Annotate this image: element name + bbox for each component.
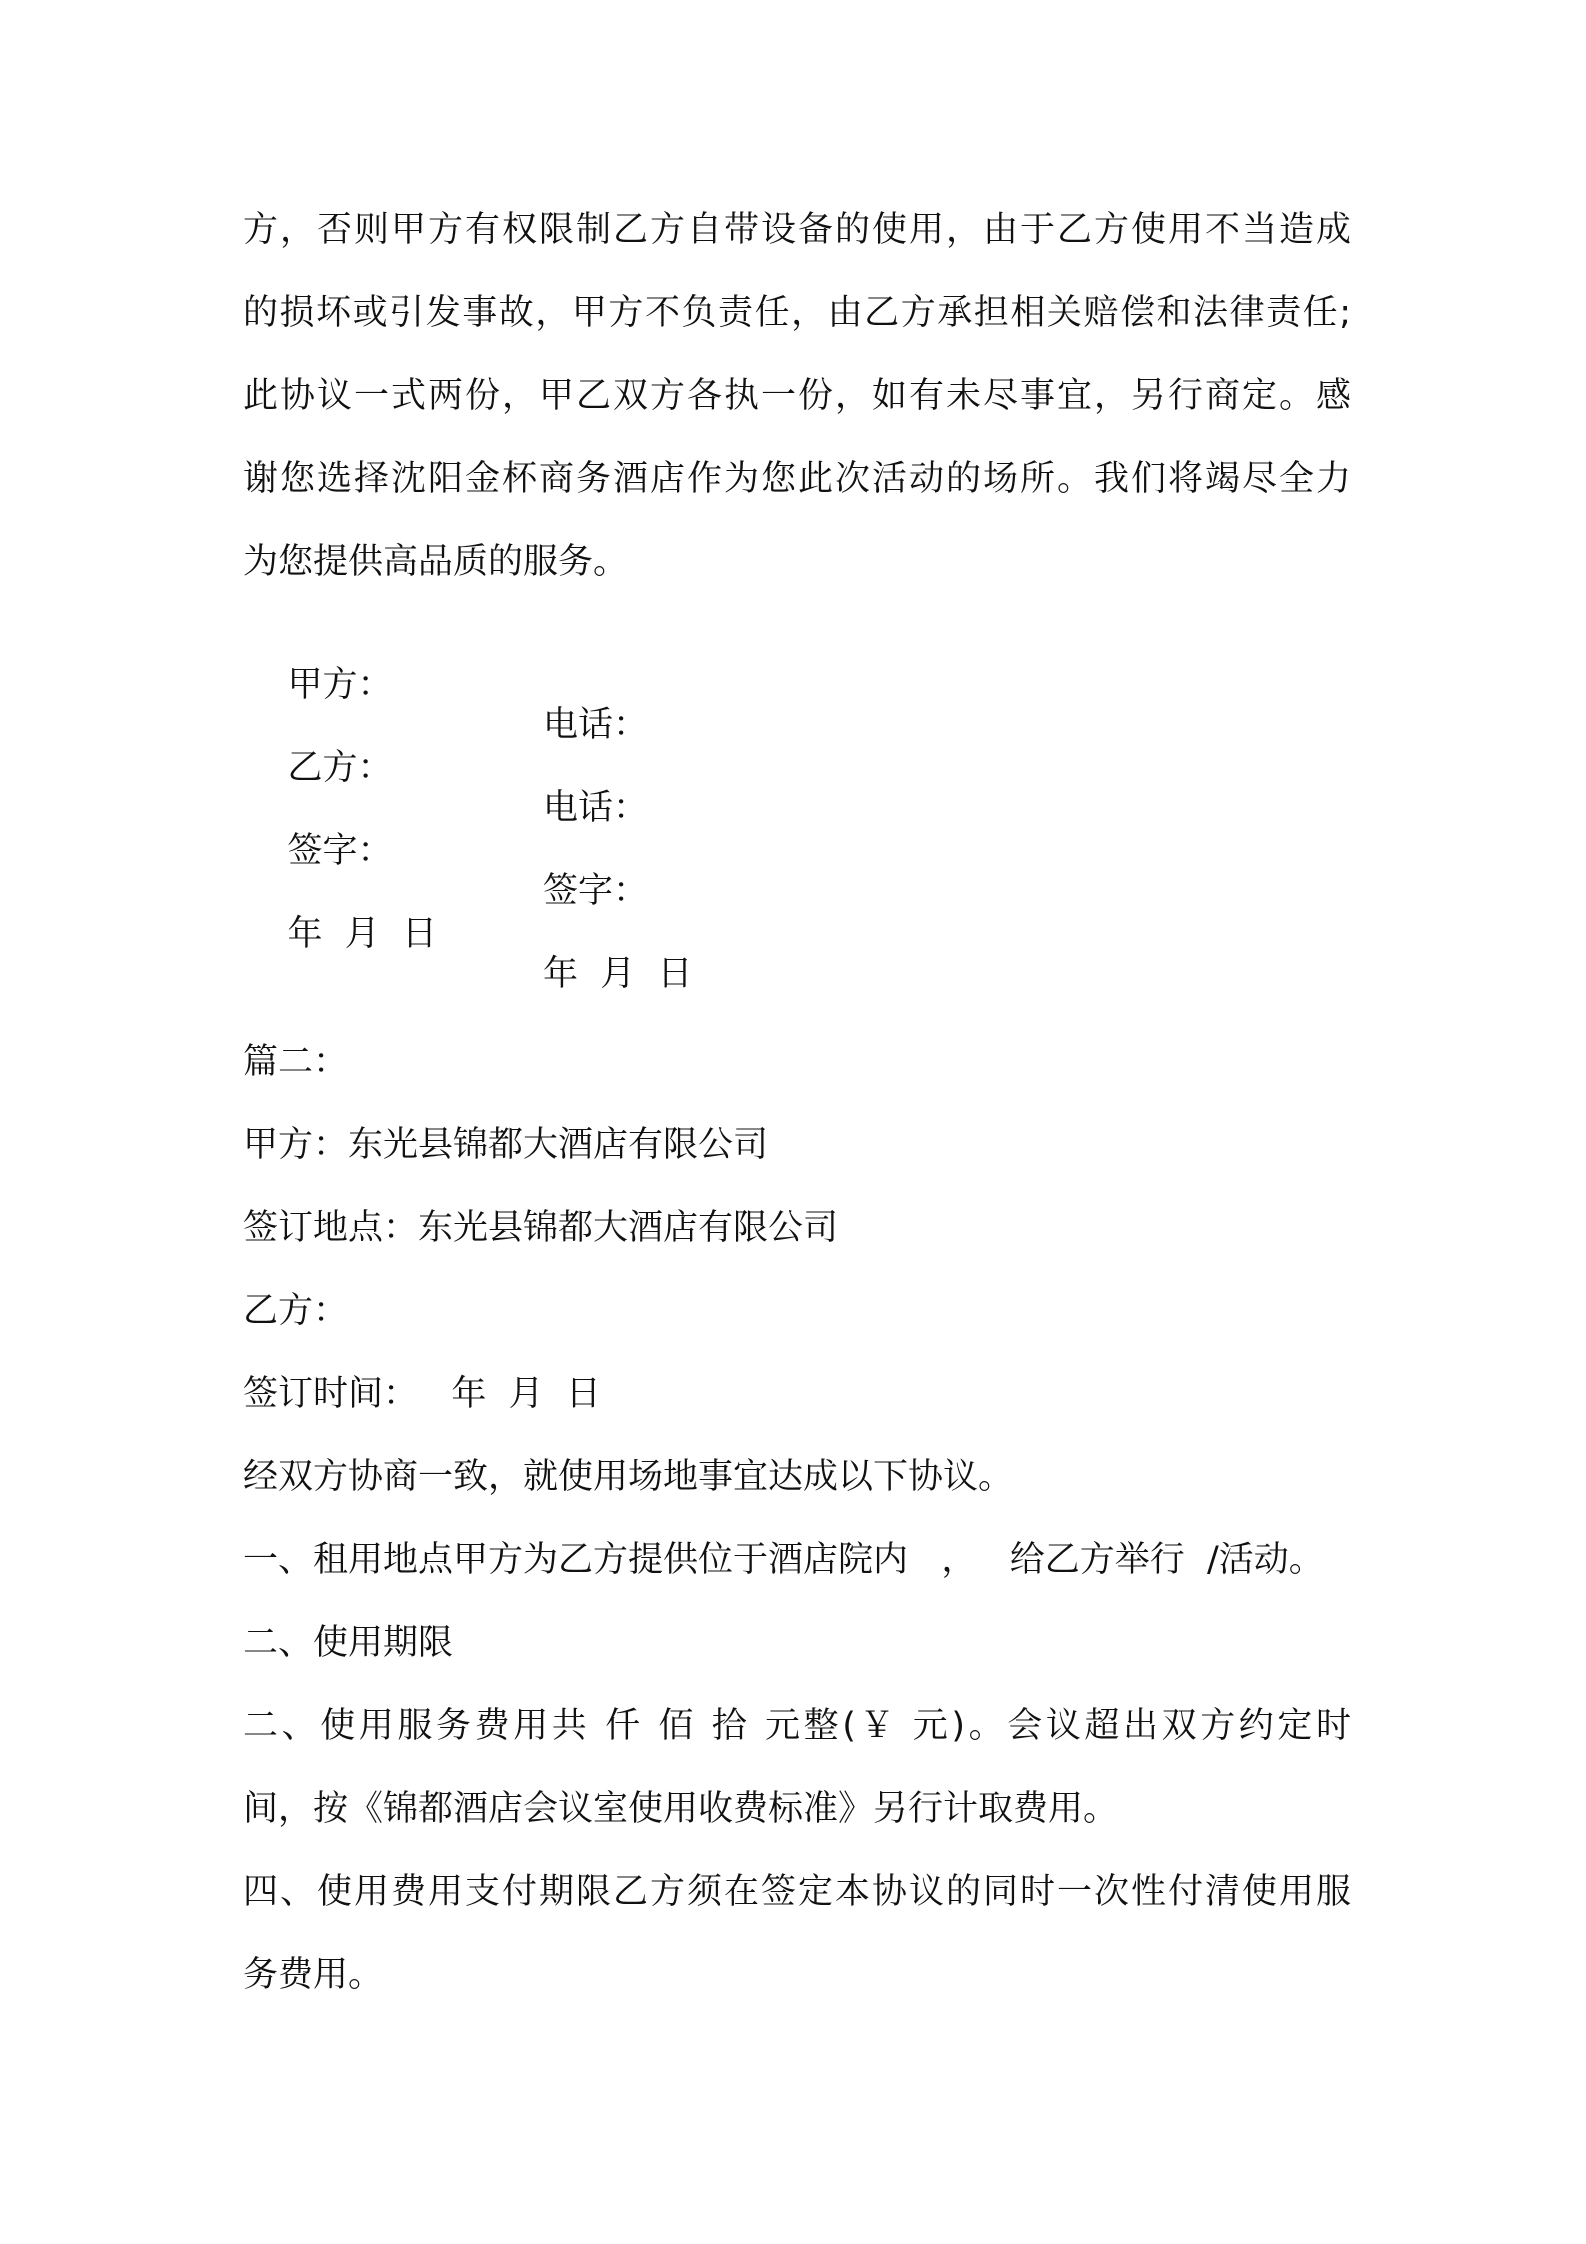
clause-3-line: 二、使用服务费用共 仟 佰 拾 元整(￥ 元)。会议超出双方约定时 xyxy=(243,1706,1351,1746)
party-b-label: 乙方： xyxy=(287,748,393,788)
signature-label: 签字： xyxy=(543,871,649,911)
signature-row xyxy=(243,708,649,828)
paragraph-line: 此协议一式两份，甲乙双方各执一份，如有未尽事宜，另行商定。感 xyxy=(243,376,1351,416)
clause-4-line: 务费用。 xyxy=(243,1955,384,1995)
phone-label: 电话： xyxy=(543,705,649,745)
party-a-label: 甲方： xyxy=(287,665,393,705)
signature-row xyxy=(243,625,649,745)
paragraph-line: 为您提供高品质的服务。 xyxy=(243,542,629,582)
clause-4-line: 四、使用费用支付期限乙方须在签定本协议的同时一次性付清使用服 xyxy=(243,1872,1351,1912)
phone-label: 电话： xyxy=(543,788,649,828)
section-heading: 篇二： xyxy=(243,1042,349,1082)
date-label: 年 月 日 xyxy=(543,954,693,994)
date-label: 年 月 日 xyxy=(287,914,438,954)
paragraph-line: 谢您选择沈阳金杯商务酒店作为您此次活动的场所。我们将竭尽全力 xyxy=(243,459,1351,499)
sign-place-line: 签订地点：东光县锦都大酒店有限公司 xyxy=(243,1208,839,1248)
party-a-line: 甲方：东光县锦都大酒店有限公司 xyxy=(243,1125,769,1165)
signature-label: 签字： xyxy=(287,831,393,871)
party-b-line: 乙方： xyxy=(243,1291,349,1331)
intro-line: 经双方协商一致，就使用场地事宜达成以下协议。 xyxy=(243,1457,1014,1497)
paragraph-line: 方，否则甲方有权限制乙方自带设备的使用，由于乙方使用不当造成 xyxy=(243,210,1351,250)
sign-time-line: 签订时间： 年 月 日 xyxy=(243,1374,601,1414)
clause-1: 一、租用地点甲方为乙方提供位于酒店院内 ， 给乙方举行 /活动。 xyxy=(243,1540,1324,1580)
clause-2: 二、使用期限 xyxy=(243,1623,454,1663)
paragraph-line: 的损坏或引发事故，甲方不负责任，由乙方承担相关赔偿和法律责任; xyxy=(243,293,1351,333)
clause-3-line: 间，按《锦都酒店会议室使用收费标准》另行计取费用。 xyxy=(243,1789,1119,1829)
